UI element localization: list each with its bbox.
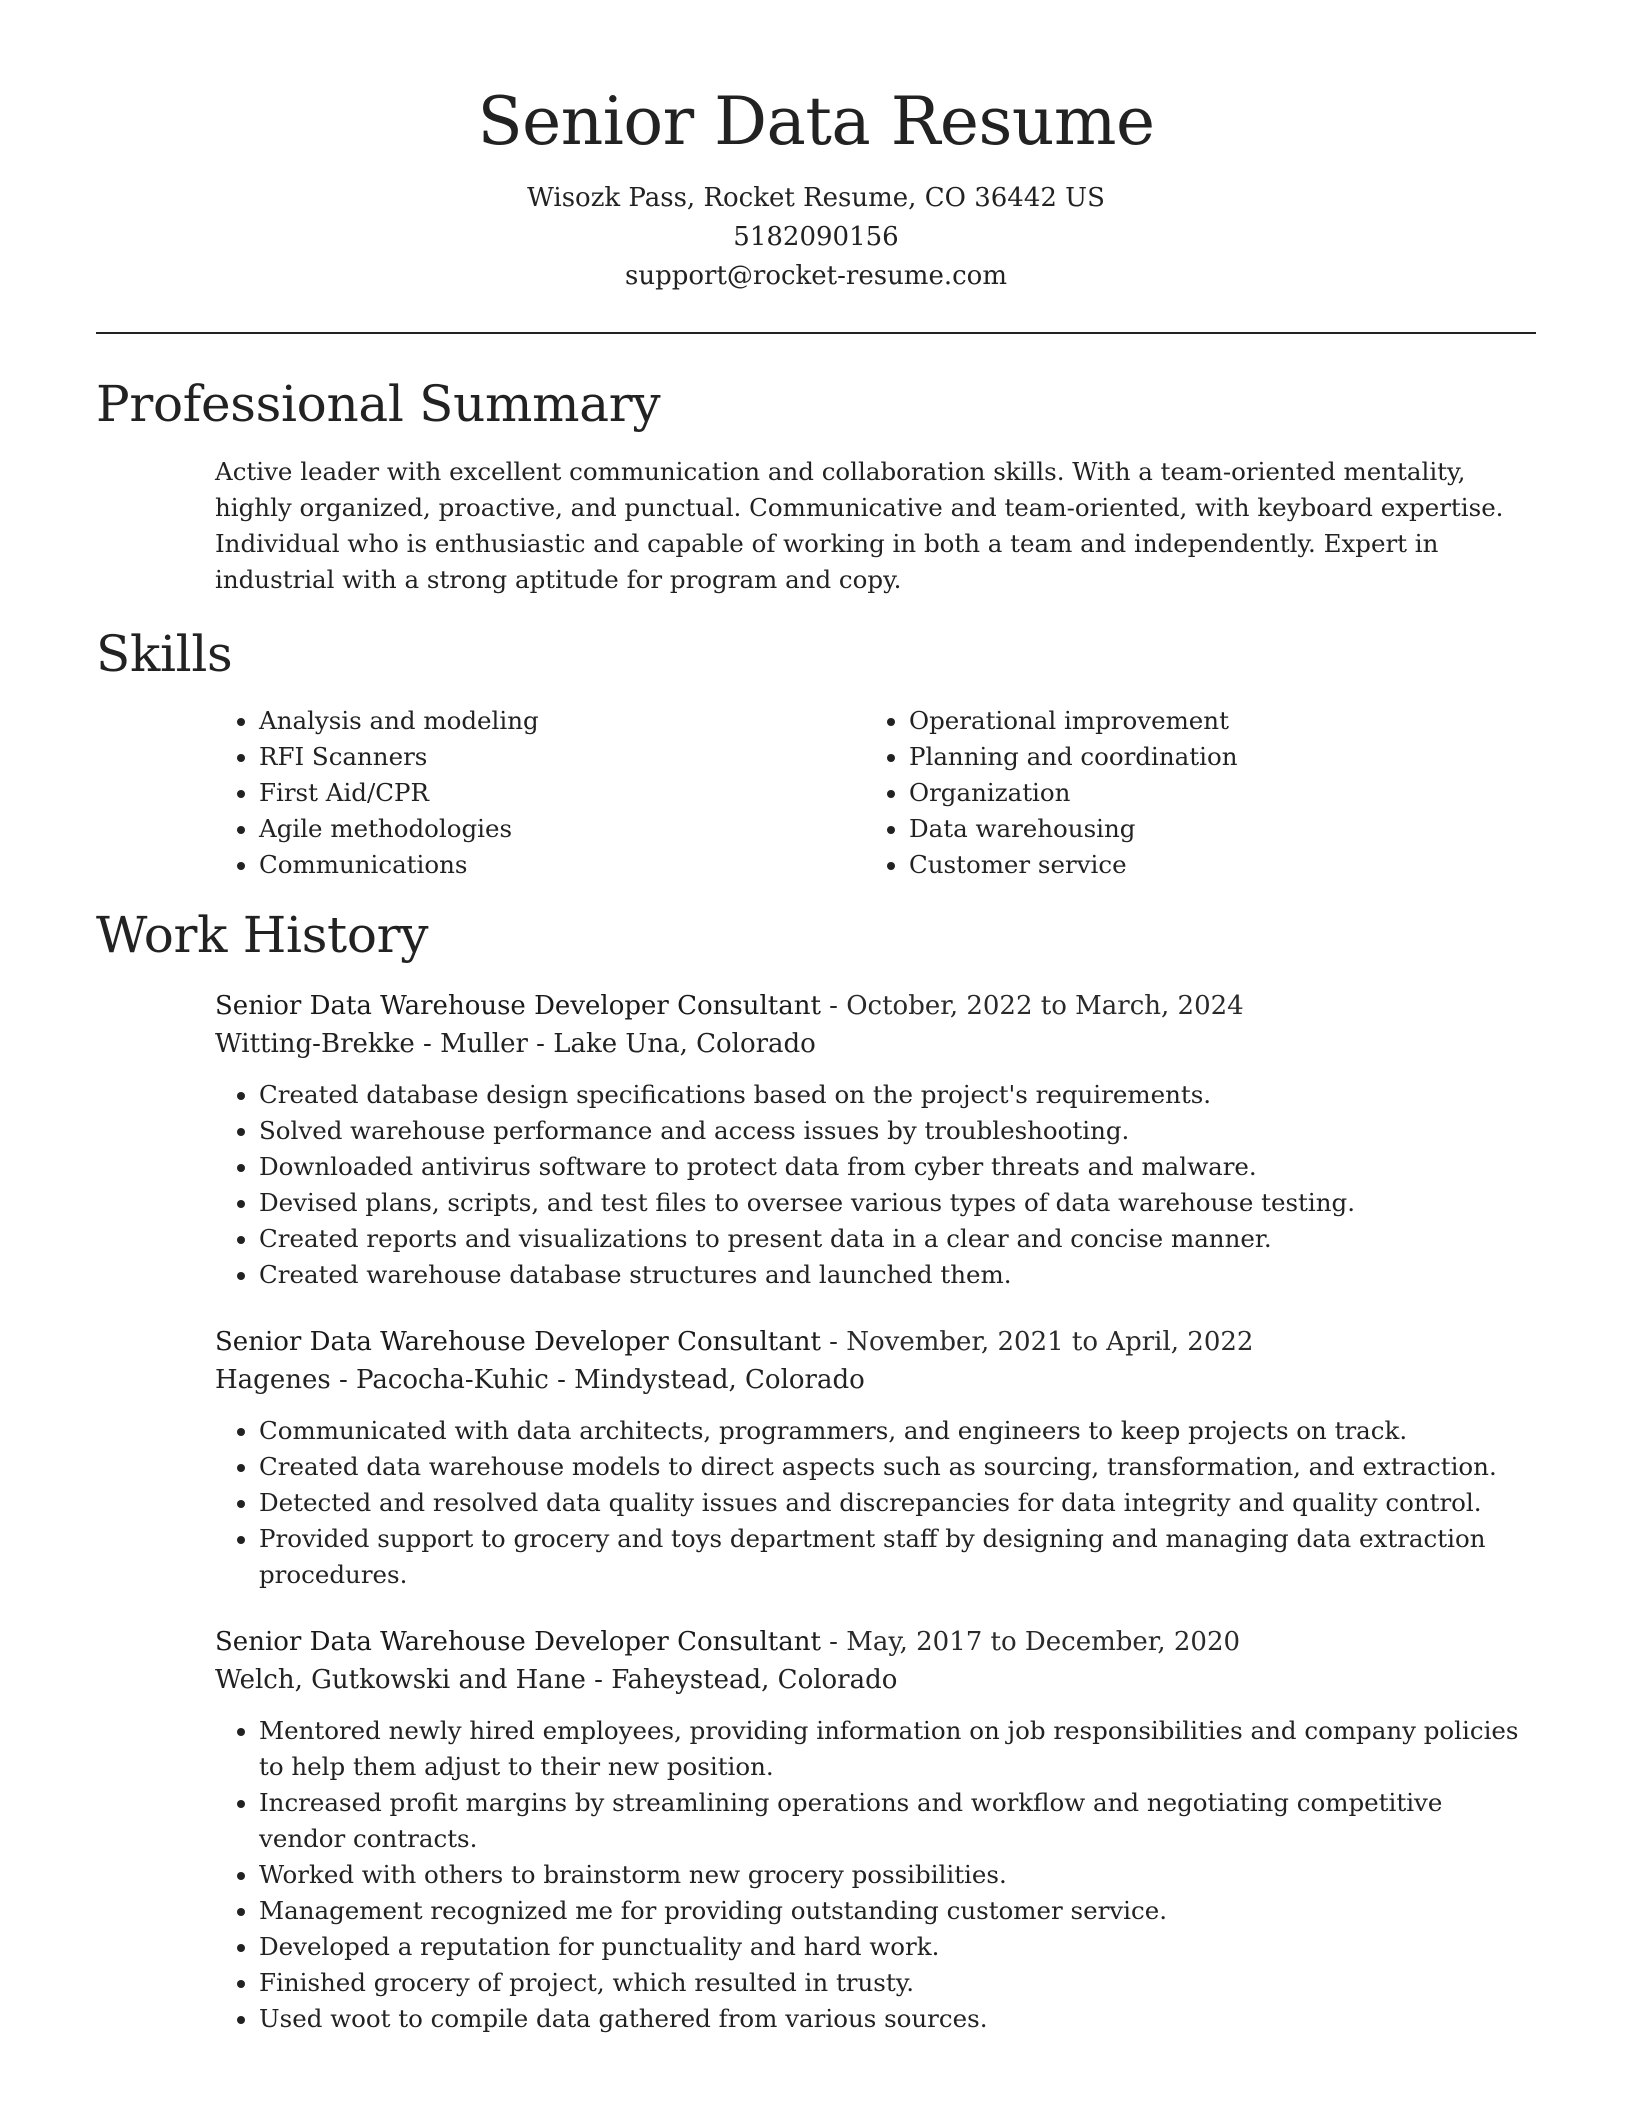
job-bullets [215, 1077, 1536, 1293]
job-role: Senior Data Warehouse Developer Consultant [215, 1626, 821, 1657]
job-role: Senior Data Warehouse Developer Consultant [215, 990, 821, 1021]
job-bullet: • Management recognized me for providing outstanding customer service. [259, 1893, 1536, 1929]
job-bullet: • Devised plans, scripts, and test files to oversee various types of data warehouse testing. [259, 1185, 1536, 1221]
job-company: Welch, Gutkowski and Hane [215, 1664, 586, 1695]
skills-heading: Skills [96, 624, 233, 683]
job-bullet: • Worked with others to brainstorm new grocery possibilities. [259, 1857, 1536, 1893]
skill-item: • Data warehousing [909, 811, 1515, 847]
skill-item: • Agile methodologies [259, 811, 865, 847]
email-text: support@rocket-resume.com [624, 261, 1007, 292]
resume-header [96, 0, 1536, 296]
job-dates: - May, 2017 to December, 2020 [820, 1626, 1241, 1657]
job-company: Witting-Brekke - Muller [215, 1028, 528, 1059]
skills-column-left [215, 703, 865, 883]
skill-item: • RFI Scanners [259, 739, 865, 775]
job-entry [215, 1623, 1536, 2037]
job-bullet: • Finished grocery of project, which resulted in trusty. [259, 1965, 1536, 2001]
job-bullet: • Increased profit margins by streamlining operations and workflow and negotiating competitive vendor contracts. [259, 1785, 1536, 1857]
header-divider [96, 332, 1536, 334]
job-bullet: • Created database design specifications based on the project's requirements. [259, 1077, 1536, 1113]
work-history-section [96, 907, 1536, 2037]
job-bullet: • Created data warehouse models to direct aspects such as sourcing, transformation, and extraction. [259, 1449, 1536, 1485]
job-company-line [215, 1361, 1536, 1399]
job-bullet: • Created reports and visualizations to present data in a clear and concise manner. [259, 1221, 1536, 1257]
job-bullet: • Detected and resolved data quality issues and discrepancies for data integrity and quality control. [259, 1485, 1536, 1521]
job-location: - Faheystead, Colorado [585, 1664, 898, 1695]
job-company-line [215, 1661, 1536, 1699]
skills-column-right [865, 703, 1515, 883]
job-bullets [215, 1413, 1536, 1593]
skill-item: • Customer service [909, 847, 1515, 883]
job-dates: - October, 2022 to March, 2024 [820, 990, 1244, 1021]
job-bullet: • Created warehouse database structures and launched them. [259, 1257, 1536, 1293]
job-location: - Mindystead, Colorado [548, 1364, 865, 1395]
work-history-heading: Work History [96, 906, 429, 965]
job-bullet: • Provided support to grocery and toys department staff by designing and managing data extraction procedures. [259, 1521, 1536, 1593]
job-location: - Lake Una, Colorado [527, 1028, 816, 1059]
resume-title: Senior Data Resume [477, 83, 1155, 160]
job-title-line [215, 1623, 1536, 1661]
skills-section [96, 626, 1536, 884]
skill-item: • Analysis and modeling [259, 703, 865, 739]
job-bullet: • Used woot to compile data gathered from various sources. [259, 2001, 1536, 2037]
summary-heading: Professional Summary [96, 375, 661, 434]
contact-info [96, 179, 1536, 296]
summary-section [96, 376, 1536, 598]
job-bullet: • Solved warehouse performance and access issues by troubleshooting. [259, 1113, 1536, 1149]
job-entry [215, 1323, 1536, 1593]
job-bullet: • Mentored newly hired employees, providing information on job responsibilities and company policies to help them adjust to their new position. [259, 1713, 1536, 1785]
skills-grid [215, 703, 1536, 883]
job-company: Hagenes - Pacocha-Kuhic [215, 1364, 549, 1395]
summary-text: Active leader with excellent communication and collaboration skills. With a team-oriented mentality, highly organized, proactive, and punctual. Communicative and team-oriented, with keyboard expertise. Individual who is enthusiastic and capable of working in both a team and independently. Expert in industrial with a strong aptitude for program and copy. [215, 456, 1504, 594]
skill-item: • Operational improvement [909, 703, 1515, 739]
skill-item: • Organization [909, 775, 1515, 811]
job-bullets [215, 1713, 1536, 2037]
job-bullet: • Communicated with data architects, programmers, and engineers to keep projects on track. [259, 1413, 1536, 1449]
job-entry [215, 987, 1536, 1293]
job-bullet: • Downloaded antivirus software to protect data from cyber threats and malware. [259, 1149, 1536, 1185]
skill-item: • First Aid/CPR [259, 775, 865, 811]
job-bullet: • Developed a reputation for punctuality and hard work. [259, 1929, 1536, 1965]
job-company-line [215, 1025, 1536, 1063]
phone-text: 5182090156 [733, 222, 899, 253]
address-text: Wisozk Pass, Rocket Resume, CO 36442 US [527, 183, 1105, 214]
job-title-line [215, 987, 1536, 1025]
job-role: Senior Data Warehouse Developer Consultant [215, 1326, 821, 1357]
job-title-line [215, 1323, 1536, 1361]
skill-item: • Communications [259, 847, 865, 883]
skill-item: • Planning and coordination [909, 739, 1515, 775]
job-dates: - November, 2021 to April, 2022 [820, 1326, 1254, 1357]
